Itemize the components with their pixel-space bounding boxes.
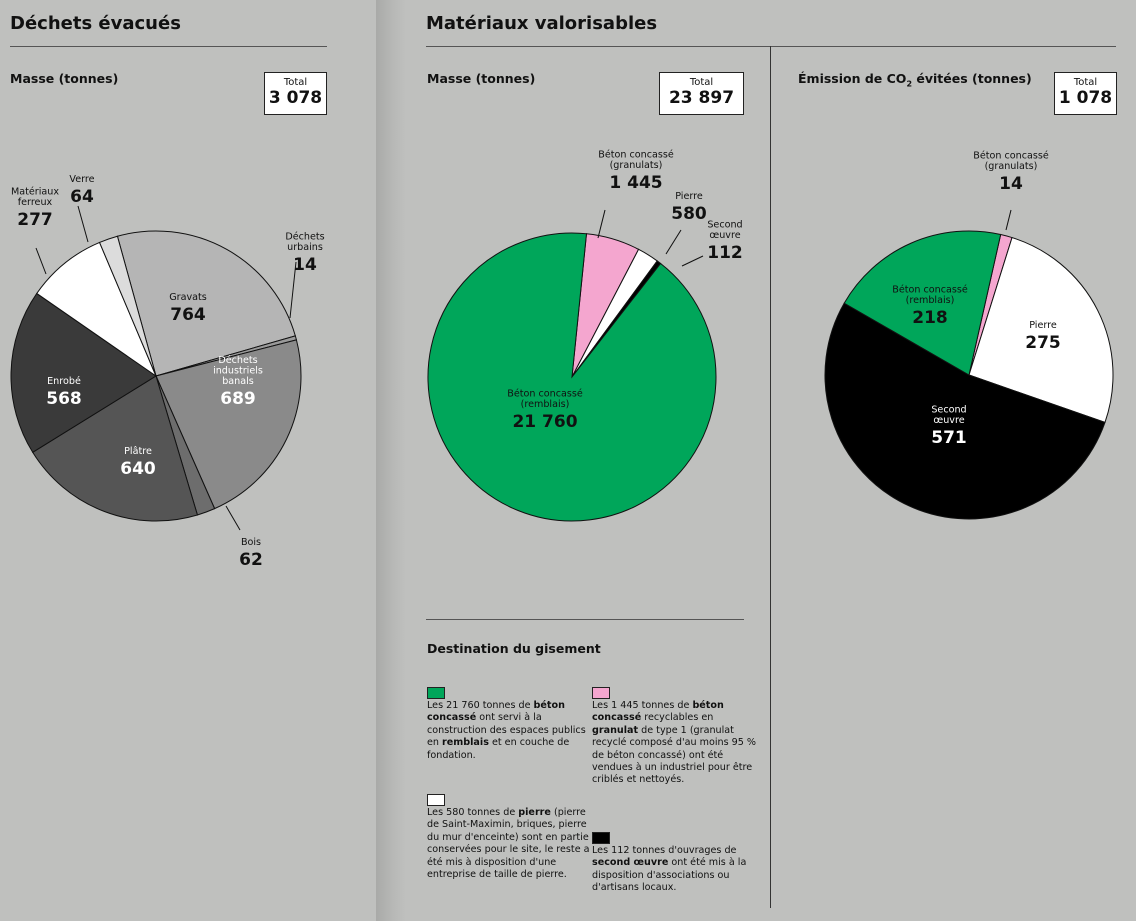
middle-total-value: 23 897 — [668, 88, 735, 108]
pie-slice-b-ton-concass-remblais- — [428, 233, 716, 521]
slice-value: 571 — [931, 428, 967, 448]
leader-line — [666, 230, 681, 254]
slice-label: Béton concassé — [507, 388, 583, 400]
slice-value: 14 — [999, 174, 1023, 194]
slice-value: 568 — [46, 389, 82, 409]
slice-value: 1 445 — [609, 173, 663, 193]
pie-chart-1 — [428, 149, 743, 522]
slice-label: Déchets — [285, 231, 325, 243]
slice-label: urbains — [287, 242, 323, 253]
slice-label: Second — [707, 219, 743, 231]
slice-label: Béton concassé — [892, 284, 968, 296]
destination-swatch — [592, 687, 610, 699]
slice-label: Déchets — [218, 355, 258, 366]
leader-line — [682, 256, 703, 266]
slice-value: 640 — [120, 459, 156, 479]
slice-label: (granulats) — [609, 160, 663, 171]
pie-chart-2 — [825, 150, 1113, 519]
slice-label: œuvre — [933, 415, 965, 426]
slice-value: 764 — [170, 305, 206, 325]
destination-swatch — [592, 832, 610, 844]
slice-label: Gravats — [169, 292, 207, 303]
middle-heading: Matériaux valorisables — [426, 13, 658, 34]
pie-chart-0 — [11, 174, 325, 570]
destination-title: Destination du gisement — [427, 641, 601, 656]
slice-value: 689 — [220, 389, 256, 409]
leader-line — [598, 210, 605, 238]
slice-label: Bois — [240, 537, 262, 548]
destination-text: Les 112 tonnes d'ouvrages de second œuvre ont été mis à la disposition d'associations ou d'artisans locaux. — [592, 845, 747, 894]
right-subheading-text: Émission de CO — [798, 71, 907, 86]
right-subheading-sub: 2 — [906, 79, 913, 89]
slice-value: 62 — [239, 550, 263, 570]
slice-value: 64 — [70, 187, 94, 207]
slice-label: ferreux — [17, 197, 53, 208]
slice-value: 277 — [17, 210, 53, 230]
slice-label: Plâtre — [124, 446, 152, 457]
leader-line — [36, 248, 46, 274]
destination-text: Les 580 tonnes de pierre (pierre de Saint-Maximin, briques, pierre du mur d'enceinte) sont en partie conservées pour le site, le reste a été mis à disposition d'une entreprise de taille de pierre. — [427, 807, 590, 881]
slice-label: Enrobé — [47, 376, 81, 387]
slice-label: Pierre — [1029, 320, 1057, 331]
leader-line — [1006, 210, 1011, 230]
leader-line — [78, 206, 88, 242]
slice-label: (granulats) — [984, 161, 1038, 172]
left-heading: Déchets évacués — [10, 13, 181, 34]
destination-swatch — [427, 687, 445, 699]
slice-label: Béton concassé — [973, 150, 1049, 162]
slice-value: 112 — [707, 243, 743, 263]
destination-swatch — [427, 794, 445, 806]
slice-label: (remblais) — [520, 399, 570, 410]
slice-label: Second — [931, 404, 967, 416]
right-total-value: 1 078 — [1058, 88, 1113, 108]
middle-total-label: Total — [689, 77, 714, 88]
middle-subheading: Masse (tonnes) — [427, 71, 536, 86]
slice-label: industriels — [213, 365, 263, 377]
slice-label: Béton concassé — [598, 149, 674, 161]
slice-label: (remblais) — [905, 295, 955, 306]
destination-text: Les 21 760 tonnes de béton concassé ont servi à la construction des espaces publics en remblais et en couche de fondation. — [427, 700, 586, 761]
slice-value: 21 760 — [512, 412, 578, 432]
slice-label: Verre — [69, 174, 95, 185]
right-subheading-text-end: évitées (tonnes) — [912, 71, 1032, 86]
slice-value: 275 — [1025, 333, 1061, 353]
left-subheading: Masse (tonnes) — [10, 71, 119, 86]
leader-line — [226, 506, 240, 530]
left-total-label: Total — [283, 77, 308, 88]
right-total-label: Total — [1073, 77, 1098, 88]
left-total-value: 3 078 — [268, 88, 323, 108]
slice-value: 580 — [671, 204, 707, 224]
slice-value: 218 — [912, 308, 948, 328]
slice-label: œuvre — [709, 230, 741, 241]
slice-label: Pierre — [675, 191, 703, 202]
destination-text: Les 1 445 tonnes de béton concassé recyclables en granulat de type 1 (granulat recyclé composé d'au moins 95 % de béton concassé) ont été vendues à un industriel pour être criblés et nettoyés. — [592, 700, 756, 786]
slice-label: banals — [222, 376, 254, 387]
slice-value: 14 — [293, 255, 317, 275]
slice-label: Matériaux — [10, 186, 60, 198]
destination-rule — [426, 619, 744, 620]
